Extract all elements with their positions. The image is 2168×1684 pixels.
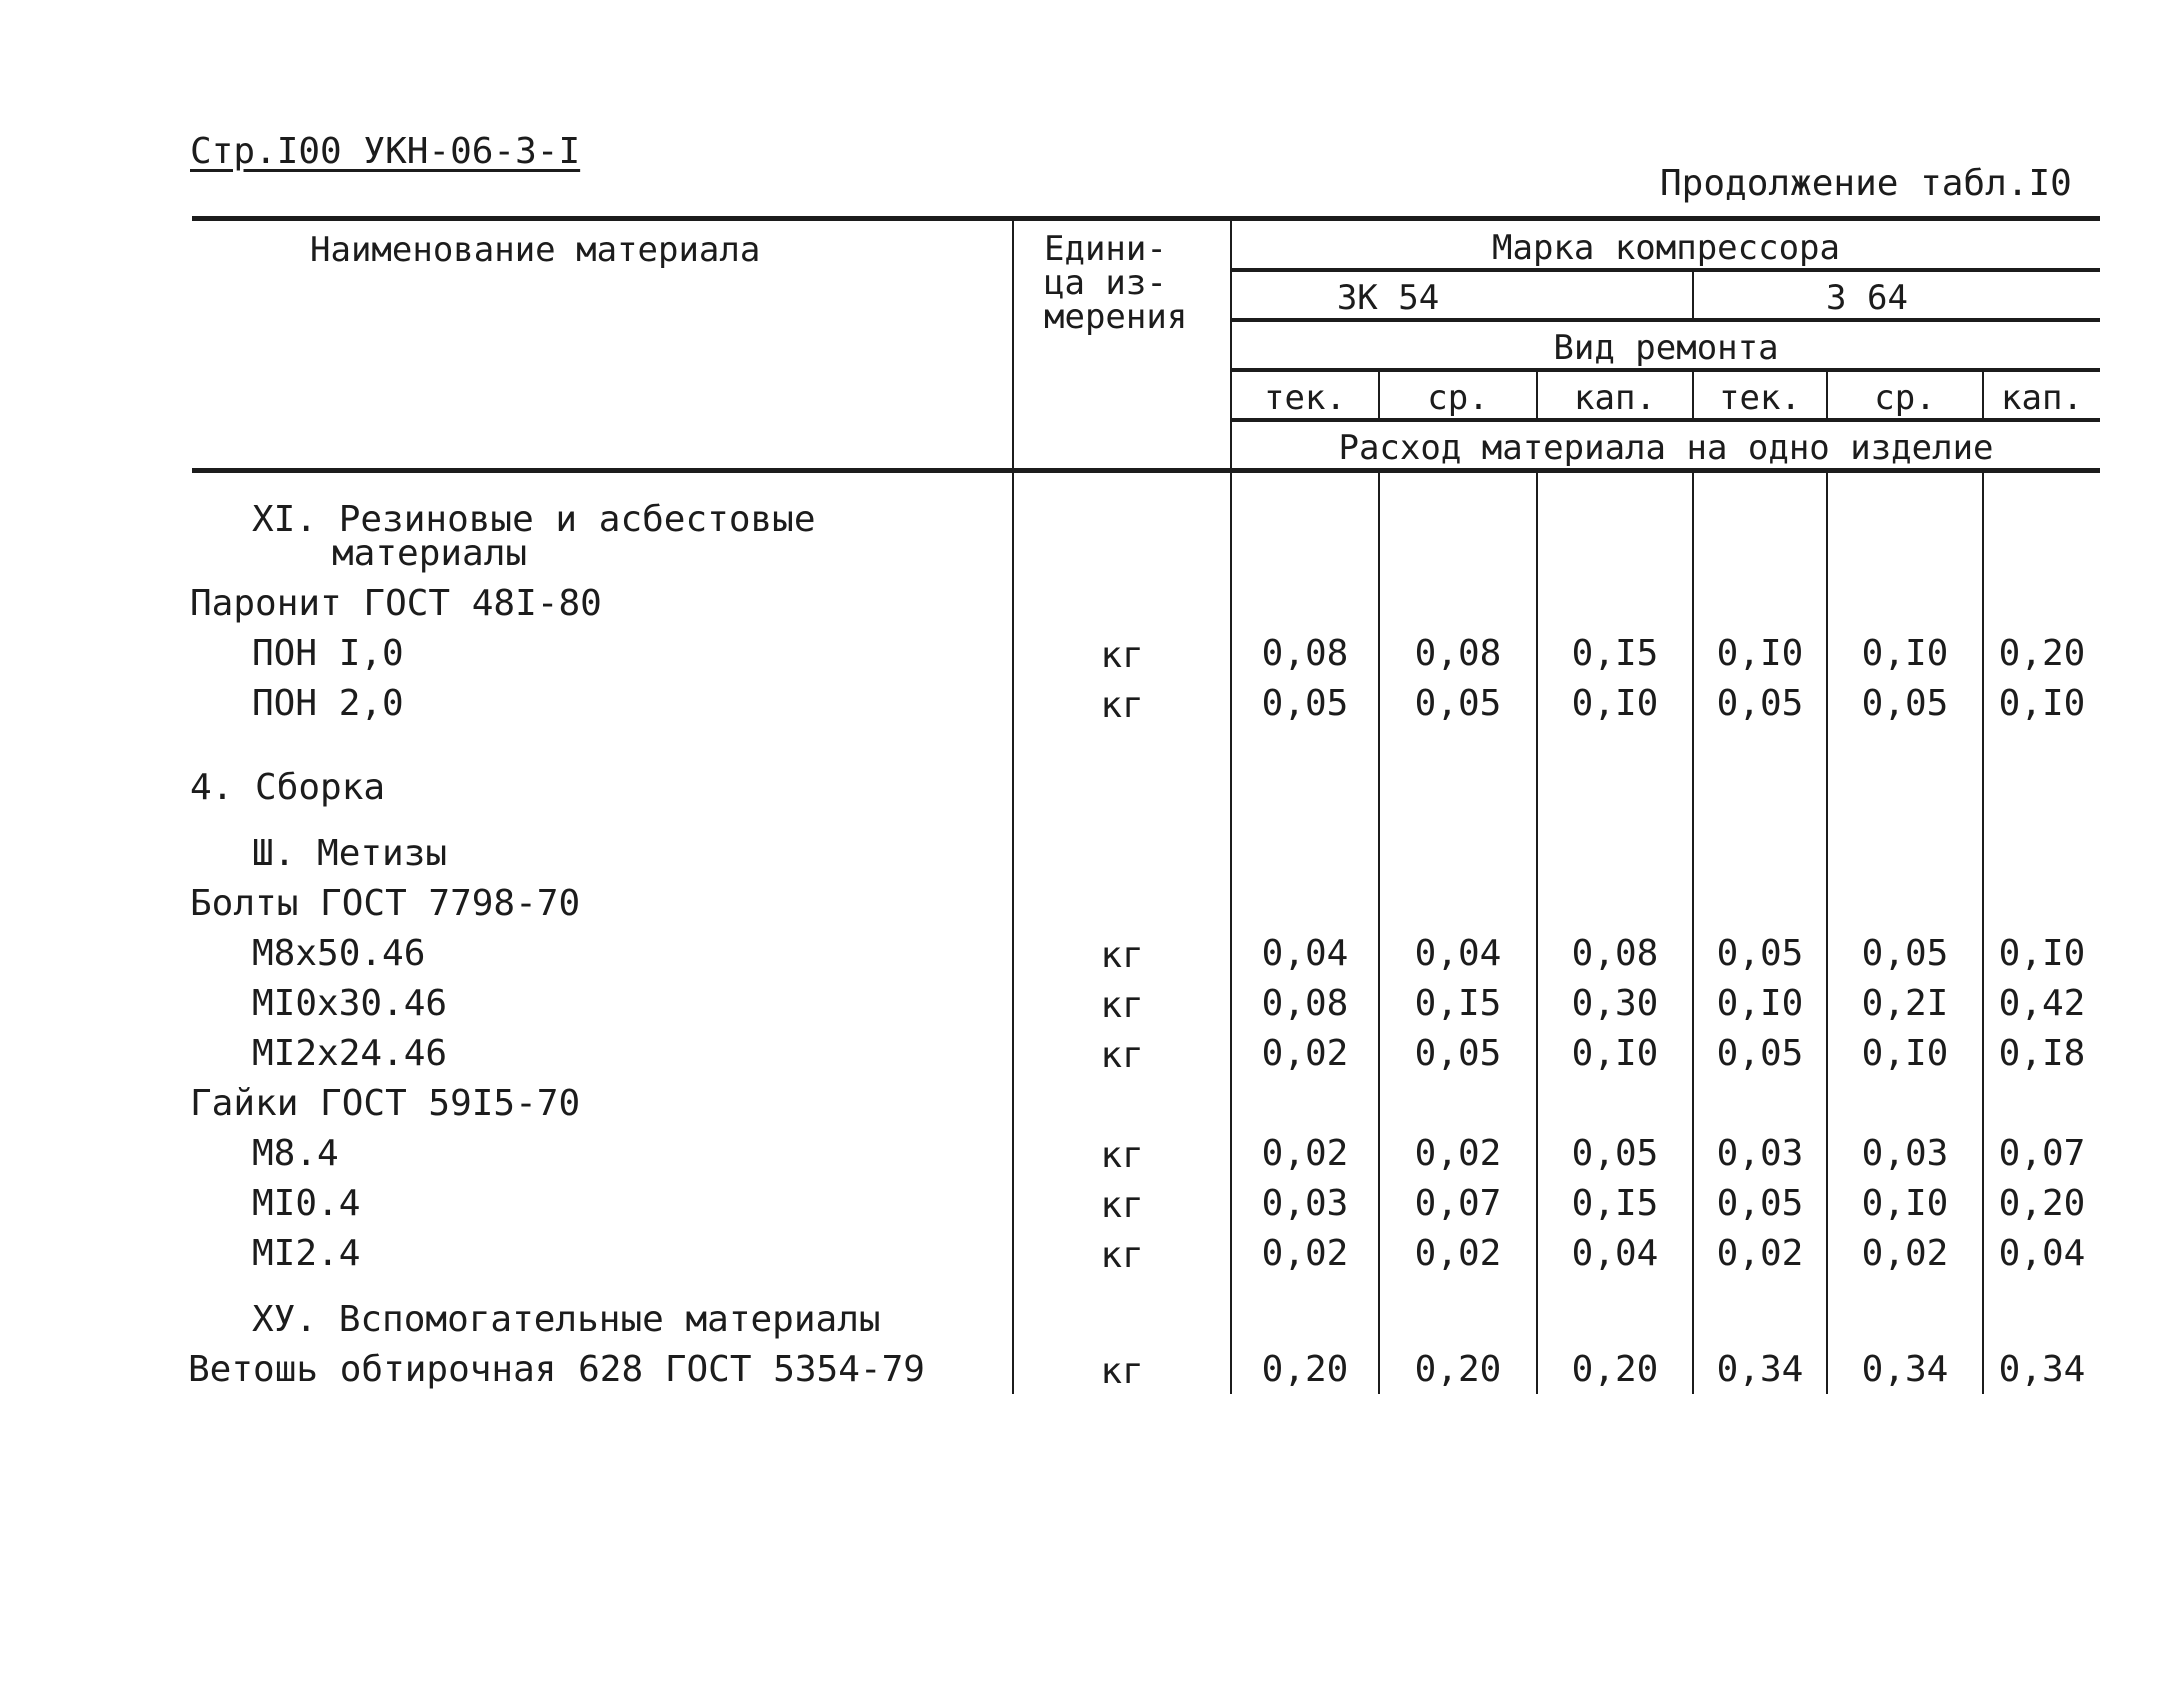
repair-kind-header: кап. bbox=[2001, 378, 2083, 418]
unit-header-line: ца из- bbox=[1044, 263, 1167, 303]
section-heading: ХУ. Вспомогательные материалы bbox=[252, 1299, 881, 1340]
table-continuation-note: Продолжение табл.I0 bbox=[1660, 163, 2072, 204]
value-cell: 0,04 bbox=[1571, 1233, 1659, 1274]
value-cell: 0,05 bbox=[1861, 933, 1949, 974]
repair-type-header: Вид ремонта bbox=[1553, 328, 1779, 368]
section-heading: Ш. Метизы bbox=[252, 833, 448, 874]
unit-cell: кг bbox=[1100, 1135, 1144, 1176]
material-item-label: МI2.4 bbox=[252, 1233, 361, 1274]
material-item-label: ПОН I,0 bbox=[252, 633, 404, 674]
value-cell: 0,02 bbox=[1261, 1133, 1349, 1174]
brand-header: ЗК 54 bbox=[1336, 278, 1440, 318]
repair-kinds-rule bbox=[1232, 368, 2100, 372]
value-cell: 0,02 bbox=[1414, 1233, 1502, 1274]
repair-kind-header: ср. bbox=[1427, 378, 1489, 418]
value-cell: 0,05 bbox=[1414, 683, 1502, 724]
consumption-rule bbox=[1232, 418, 2100, 422]
value-cell: 0,I0 bbox=[1716, 983, 1804, 1024]
unit-cell: кг bbox=[1100, 685, 1144, 726]
value-cell: 0,05 bbox=[1716, 1183, 1804, 1224]
table-header-bottom-rule bbox=[192, 468, 2100, 473]
value-cell: 0,07 bbox=[1998, 1133, 2086, 1174]
value-cell: 0,04 bbox=[1414, 933, 1502, 974]
value-cell: 0,I0 bbox=[1861, 1183, 1949, 1224]
brand-header: З 64 bbox=[1826, 278, 1908, 318]
unit-header bbox=[1044, 229, 1188, 337]
value-cell: 0,34 bbox=[1861, 1349, 1949, 1390]
unit-cell: кг bbox=[1100, 1185, 1144, 1226]
value-cell: 0,02 bbox=[1861, 1233, 1949, 1274]
value-cell: 0,04 bbox=[1261, 933, 1349, 974]
repair-type-rule bbox=[1232, 318, 2100, 322]
value-cell: 0,02 bbox=[1261, 1233, 1349, 1274]
material-item-label: МI0х30.46 bbox=[252, 983, 448, 1024]
value-cell: 0,05 bbox=[1861, 683, 1949, 724]
value-cell: 0,05 bbox=[1414, 1033, 1502, 1074]
value-cell: 0,03 bbox=[1261, 1183, 1349, 1224]
unit-header-line: мерения bbox=[1044, 297, 1188, 337]
consumption-header: Расход материала на одно изделие bbox=[1338, 428, 1994, 468]
value-cell: 0,05 bbox=[1261, 683, 1349, 724]
value-cell: 0,I8 bbox=[1998, 1033, 2086, 1074]
value-cell: 0,I0 bbox=[1998, 683, 2086, 724]
repair-kind-header: тек. bbox=[1264, 378, 1346, 418]
value-cell: 0,30 bbox=[1571, 983, 1659, 1024]
value-cell: 0,02 bbox=[1261, 1033, 1349, 1074]
value-cell: 0,I0 bbox=[1571, 683, 1659, 724]
material-item-label: М8х50.46 bbox=[252, 933, 426, 974]
unit-cell: кг bbox=[1100, 935, 1144, 976]
material-item-label: ПОН 2,0 bbox=[252, 683, 404, 724]
value-cell: 0,I5 bbox=[1571, 633, 1659, 674]
value-cell: 0,05 bbox=[1571, 1133, 1659, 1174]
material-group-label: Паронит ГОСТ 48I-80 bbox=[190, 583, 602, 624]
value-cell: 0,34 bbox=[1998, 1349, 2086, 1390]
brand-divider-rule bbox=[1232, 268, 2100, 272]
material-item-label: МI2х24.46 bbox=[252, 1033, 448, 1074]
value-cell: 0,I0 bbox=[1861, 1033, 1949, 1074]
value-cell: 0,03 bbox=[1861, 1133, 1949, 1174]
page-reference: Стр.I00 УКН-06-3-I bbox=[190, 131, 581, 172]
table-top-rule bbox=[192, 216, 2100, 221]
material-item-label: М8.4 bbox=[252, 1133, 339, 1174]
repair-kind-header: кап. bbox=[1574, 378, 1656, 418]
value-cell: 0,I0 bbox=[1571, 1033, 1659, 1074]
value-cell: 0,08 bbox=[1261, 633, 1349, 674]
value-cell: 0,20 bbox=[1414, 1349, 1502, 1390]
value-cell: 0,20 bbox=[1261, 1349, 1349, 1390]
value-cell: 0,05 bbox=[1716, 1033, 1804, 1074]
value-cell: 0,08 bbox=[1571, 933, 1659, 974]
value-cell: 0,04 bbox=[1998, 1233, 2086, 1274]
value-cell: 0,I0 bbox=[1998, 933, 2086, 974]
value-cell: 0,07 bbox=[1414, 1183, 1502, 1224]
value-cell: 0,08 bbox=[1414, 633, 1502, 674]
value-cell: 0,02 bbox=[1716, 1233, 1804, 1274]
unit-cell: кг bbox=[1100, 1035, 1144, 1076]
repair-kind-header: ср. bbox=[1874, 378, 1936, 418]
material-item-label: Ветошь обтирочная 628 ГОСТ 5354-79 bbox=[188, 1349, 925, 1390]
unit-cell: кг bbox=[1100, 1351, 1144, 1392]
value-cell: 0,05 bbox=[1716, 683, 1804, 724]
material-name-header: Наименование материала bbox=[310, 230, 761, 270]
compressor-brand-header: Марка компрессора bbox=[1492, 228, 1840, 268]
unit-cell: кг bbox=[1100, 635, 1144, 676]
material-group-label: Гайки ГОСТ 59I5-70 bbox=[190, 1083, 581, 1124]
value-cell: 0,42 bbox=[1998, 983, 2086, 1024]
material-group-label: Болты ГОСТ 7798-70 bbox=[190, 883, 581, 924]
value-cell: 0,03 bbox=[1716, 1133, 1804, 1174]
value-cell: 0,20 bbox=[1571, 1349, 1659, 1390]
value-cell: 0,I0 bbox=[1716, 633, 1804, 674]
value-cell: 0,20 bbox=[1998, 1183, 2086, 1224]
material-item-label: МI0.4 bbox=[252, 1183, 361, 1224]
value-cell: 0,02 bbox=[1414, 1133, 1502, 1174]
value-cell: 0,20 bbox=[1998, 633, 2086, 674]
value-cell: 0,34 bbox=[1716, 1349, 1804, 1390]
section-heading-continuation: материалы bbox=[332, 533, 528, 574]
value-cell: 0,I5 bbox=[1414, 983, 1502, 1024]
assembly-heading: 4. Сборка bbox=[190, 767, 386, 808]
repair-kind-header: тек. bbox=[1719, 378, 1801, 418]
value-cell: 0,08 bbox=[1261, 983, 1349, 1024]
value-cell: 0,2I bbox=[1861, 983, 1949, 1024]
unit-header-line: Едини- bbox=[1044, 229, 1167, 269]
value-cell: 0,05 bbox=[1716, 933, 1804, 974]
value-cell: 0,I5 bbox=[1571, 1183, 1659, 1224]
unit-cell: кг bbox=[1100, 1235, 1144, 1276]
section-heading: XI. Резиновые и асбестовые bbox=[252, 499, 816, 540]
unit-cell: кг bbox=[1100, 985, 1144, 1026]
value-cell: 0,I0 bbox=[1861, 633, 1949, 674]
